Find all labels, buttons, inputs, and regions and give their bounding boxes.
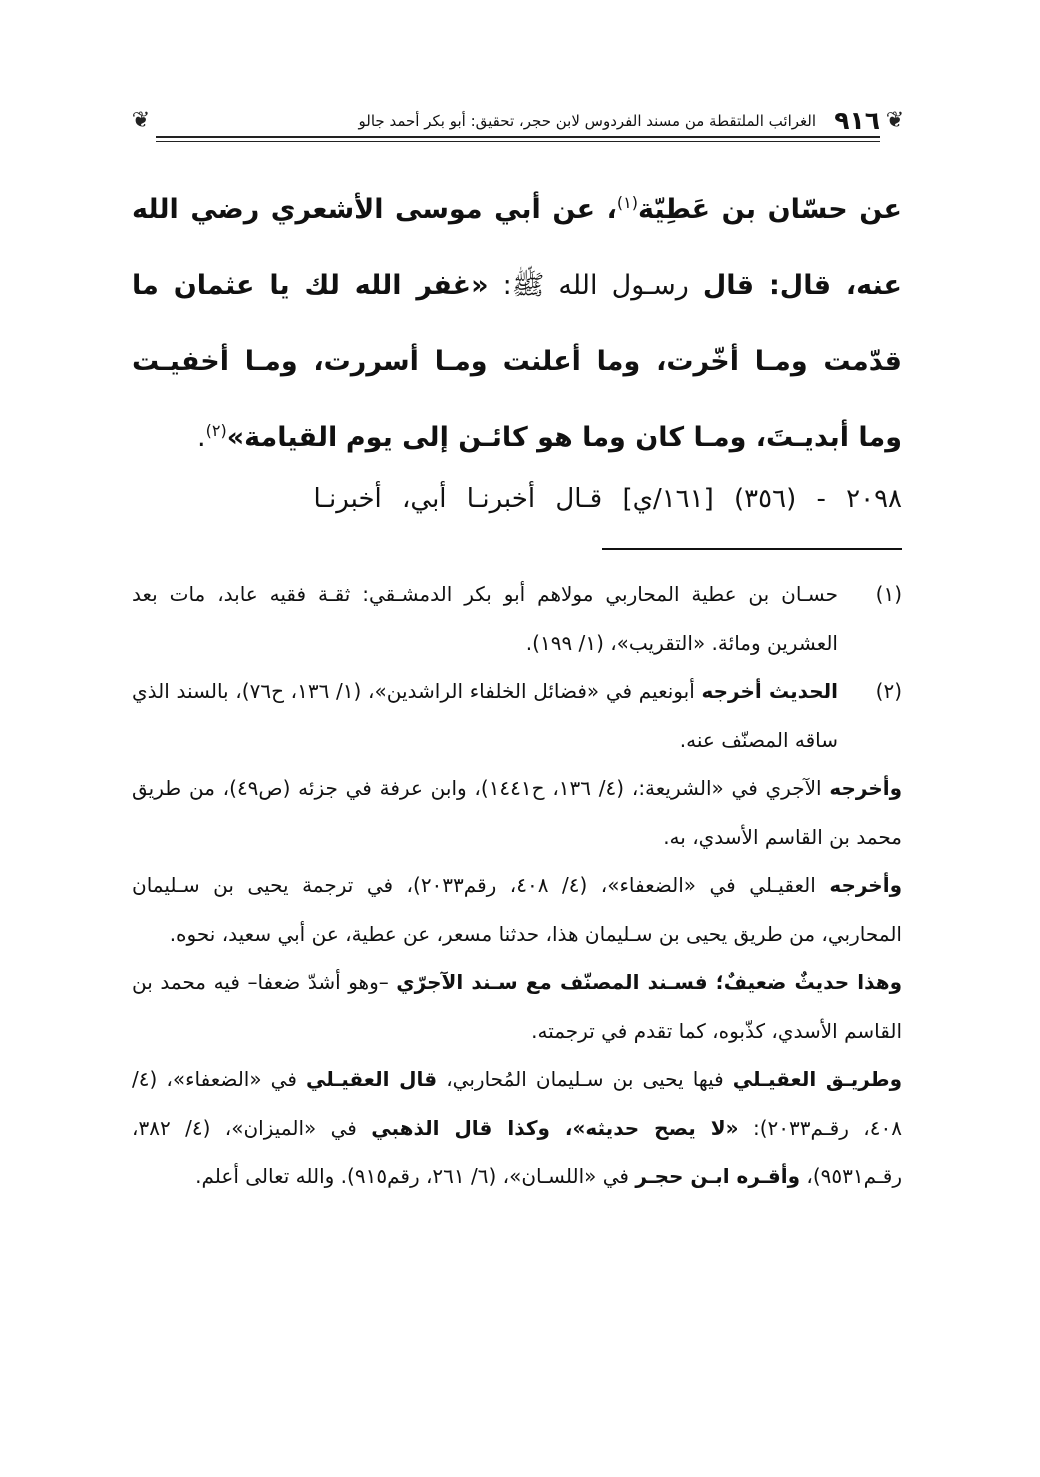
footnote-text: حسـان بن عطية المحاربي مولاهم أبو بكر الدمشـقي: ثقـة فقيه عابد، مات بعد العشرين ومائة. «التقريب»، (١/ ١٩٩). xyxy=(132,582,838,655)
footnote-paragraph xyxy=(132,764,902,861)
footnote-paragraph xyxy=(132,958,902,1055)
hadith-quote: القيامة» xyxy=(226,422,338,453)
footnote-number: (٢) xyxy=(875,679,902,703)
footnote-bold: قال العقيـلي xyxy=(306,1067,438,1091)
header-rule xyxy=(156,136,880,138)
main-text xyxy=(132,172,902,476)
footnote-bold: وأخرجه xyxy=(829,873,902,897)
footnote-bold: الحديث أخرجه xyxy=(701,679,839,703)
floral-ornament-icon: ❦ xyxy=(885,108,905,133)
footnote-bold: وهذا حديثٌ ضعيفٌ؛ فسـند المصنّف مع سـند الآجرّي xyxy=(396,970,902,994)
main-paragraph xyxy=(132,172,902,476)
footnote-number: (١) xyxy=(875,582,902,606)
main-text-segment: ، عن أبي موسى الأشعري رضي الله عنه، قال: قال xyxy=(132,194,902,301)
main-text-segment: . xyxy=(197,422,206,453)
footnotes xyxy=(132,570,902,1201)
page-number: ٩١٦ xyxy=(834,106,880,135)
footnote-ref-1[interactable]: (١) xyxy=(616,193,638,212)
header-rule-thin xyxy=(156,141,880,142)
footnote-bold: وطريـق العقيـلي xyxy=(732,1067,902,1091)
hadith-heading: ٢٠٩٨ - (٣٥٦) [١٦١/ي] قـال أخبرنـا أبي، أخبرنـا xyxy=(313,484,902,514)
footnote-segment: في «اللسـان»، (٦/ ٢٦١، رقم٩١٥). والله تعالى أعلم. xyxy=(195,1164,636,1188)
footnote-separator xyxy=(602,548,902,550)
footnote-segment: في «الضعفاء»، (٤/ ٤٠٨، رقـم٢٠٣٣): xyxy=(132,1067,902,1140)
footnote-segment: فيها يحيى بن سـليمان المُحاربي، xyxy=(437,1067,733,1091)
running-header xyxy=(128,104,908,150)
main-text-segment: عن حسّان بن عَطِيّة xyxy=(637,194,902,225)
footnote-2 xyxy=(132,667,902,764)
footnote-segment: –وهو أشدّ ضعفا– فيه محمد بن القاسم الأسدي، كذّبوه، كما تقدم في ترجمته. xyxy=(132,970,902,1043)
footnote-segment: في «الميزان»، (٤/ ٣٨٢، رقـم٩٥٣١)، xyxy=(132,1115,902,1188)
hadith-quote: ومـا أسررت، ومـا أخفيـت وما أبديـتَ، ومـا كان وما هو كائـن إلى يوم xyxy=(132,346,902,453)
footnote-bold: وأقـره ابـن حجـر xyxy=(635,1164,801,1188)
footnote-segment: أبونعيم في «فضائل الخلفاء الراشدين»، (١/ ١٣٦، ح٧٦)، بالسند الذي ساقه المصنّف عنه. xyxy=(132,679,838,752)
floral-ornament-icon: ❦ xyxy=(131,108,151,133)
footnote-paragraph xyxy=(132,861,902,958)
footnote-1 xyxy=(132,570,902,667)
footnote-ref-2[interactable]: (٢) xyxy=(205,421,227,440)
footnote-bold: وأخرجه xyxy=(829,776,903,800)
footnote-segment: الآجري في «الشريعة:، (٤/ ١٣٦، ح١٤٤١)، وابن عرفة في جزئه (ص٤٩)، من طريق محمد بن القاسم الأسدي، به. xyxy=(132,776,902,849)
footnote-segment: العقيـلي في «الضعفاء»، (٤/ ٤٠٨، رقم٢٠٣٣)، في ترجمة يحيى بن سـليمان المحاربي، من طريق يحيى بن سـليمان هذا، حدثنا مسعر، عن عطية، عن أبي سعيد، نحوه. xyxy=(132,873,902,946)
footnote-bold: «لا يصح حديثه»، وكذا قال الذهبي xyxy=(371,1115,739,1140)
main-text-segment: رسـول الله ﷺ: xyxy=(488,270,689,301)
hadith-quote: «غفر الله لك يا عثمان ما قدّمت ومـا أخّرت، وما أعلنت xyxy=(132,270,902,377)
running-title: الغرائب الملتقطة من مسند الفردوس لابن حجر، تحقيق: أبو بكر أحمد جالو xyxy=(358,112,816,130)
footnote-paragraph xyxy=(132,1055,902,1201)
footnote-text xyxy=(132,667,838,764)
